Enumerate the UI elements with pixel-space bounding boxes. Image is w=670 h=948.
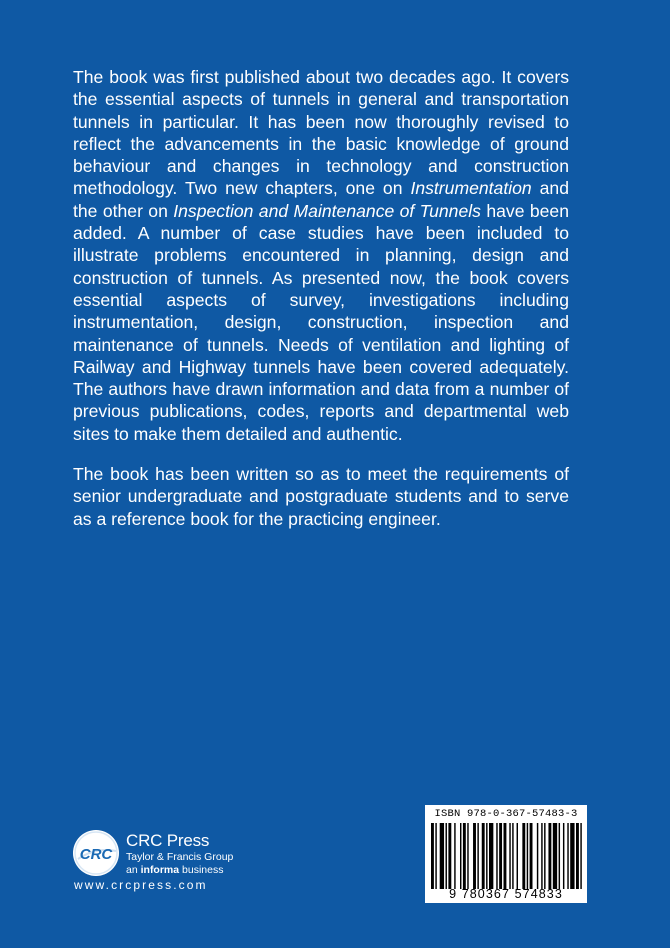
description-paragraph-1 xyxy=(73,66,569,445)
description-text: and the other on xyxy=(73,178,570,221)
description-text: have been added. A number of case studies have been included to illustrate problems encountered in planning, design and construction of tunnels. As presented now, the book covers essential aspects of survey, investigations including instrumentation, design, construction, inspection and maintenance of tunnels. Needs of ventilation and lighting of Railway and Highway tunnels have been covered adequately. The authors have drawn information and data from a number of previous publications, codes, reports and departmental web sites to make them detailed and authentic. xyxy=(73,200,569,444)
ean-digits: 9 780367 574833 xyxy=(449,887,563,901)
chapter-title-instrumentation: Instrumentation xyxy=(410,178,532,199)
logo-lettering: CRC xyxy=(79,846,113,863)
informa-tagline: an informa business xyxy=(126,864,224,876)
description-text: The book was first published about two decades ago. It covers the essential aspects of tunnels in general and transportation tunnels in particular. It has been now thoroughly revised to reflect the advancements in the basic knowledge of ground behaviour and changes in technology and construction methodology. Two new chapters, one on xyxy=(73,67,569,199)
book-description xyxy=(73,66,569,548)
publisher-website: www.crcpress.com xyxy=(74,878,208,892)
publisher-group: Taylor & Francis Group xyxy=(126,851,234,863)
crc-press-logo xyxy=(72,829,120,877)
isbn-barcode xyxy=(425,805,587,903)
description-paragraph-2: The book has been written so as to meet the requirements of senior undergraduate and postgraduate students and to serve as a reference book for the practicing engineer. xyxy=(73,464,569,529)
publisher-block xyxy=(72,825,272,895)
publisher-name: CRC Press xyxy=(126,831,210,850)
barcode-bars xyxy=(429,823,583,889)
isbn-label: ISBN 978-0-367-57483-3 xyxy=(434,808,578,820)
chapter-title-inspection: Inspection and Maintenance of Tunnels xyxy=(173,200,481,221)
